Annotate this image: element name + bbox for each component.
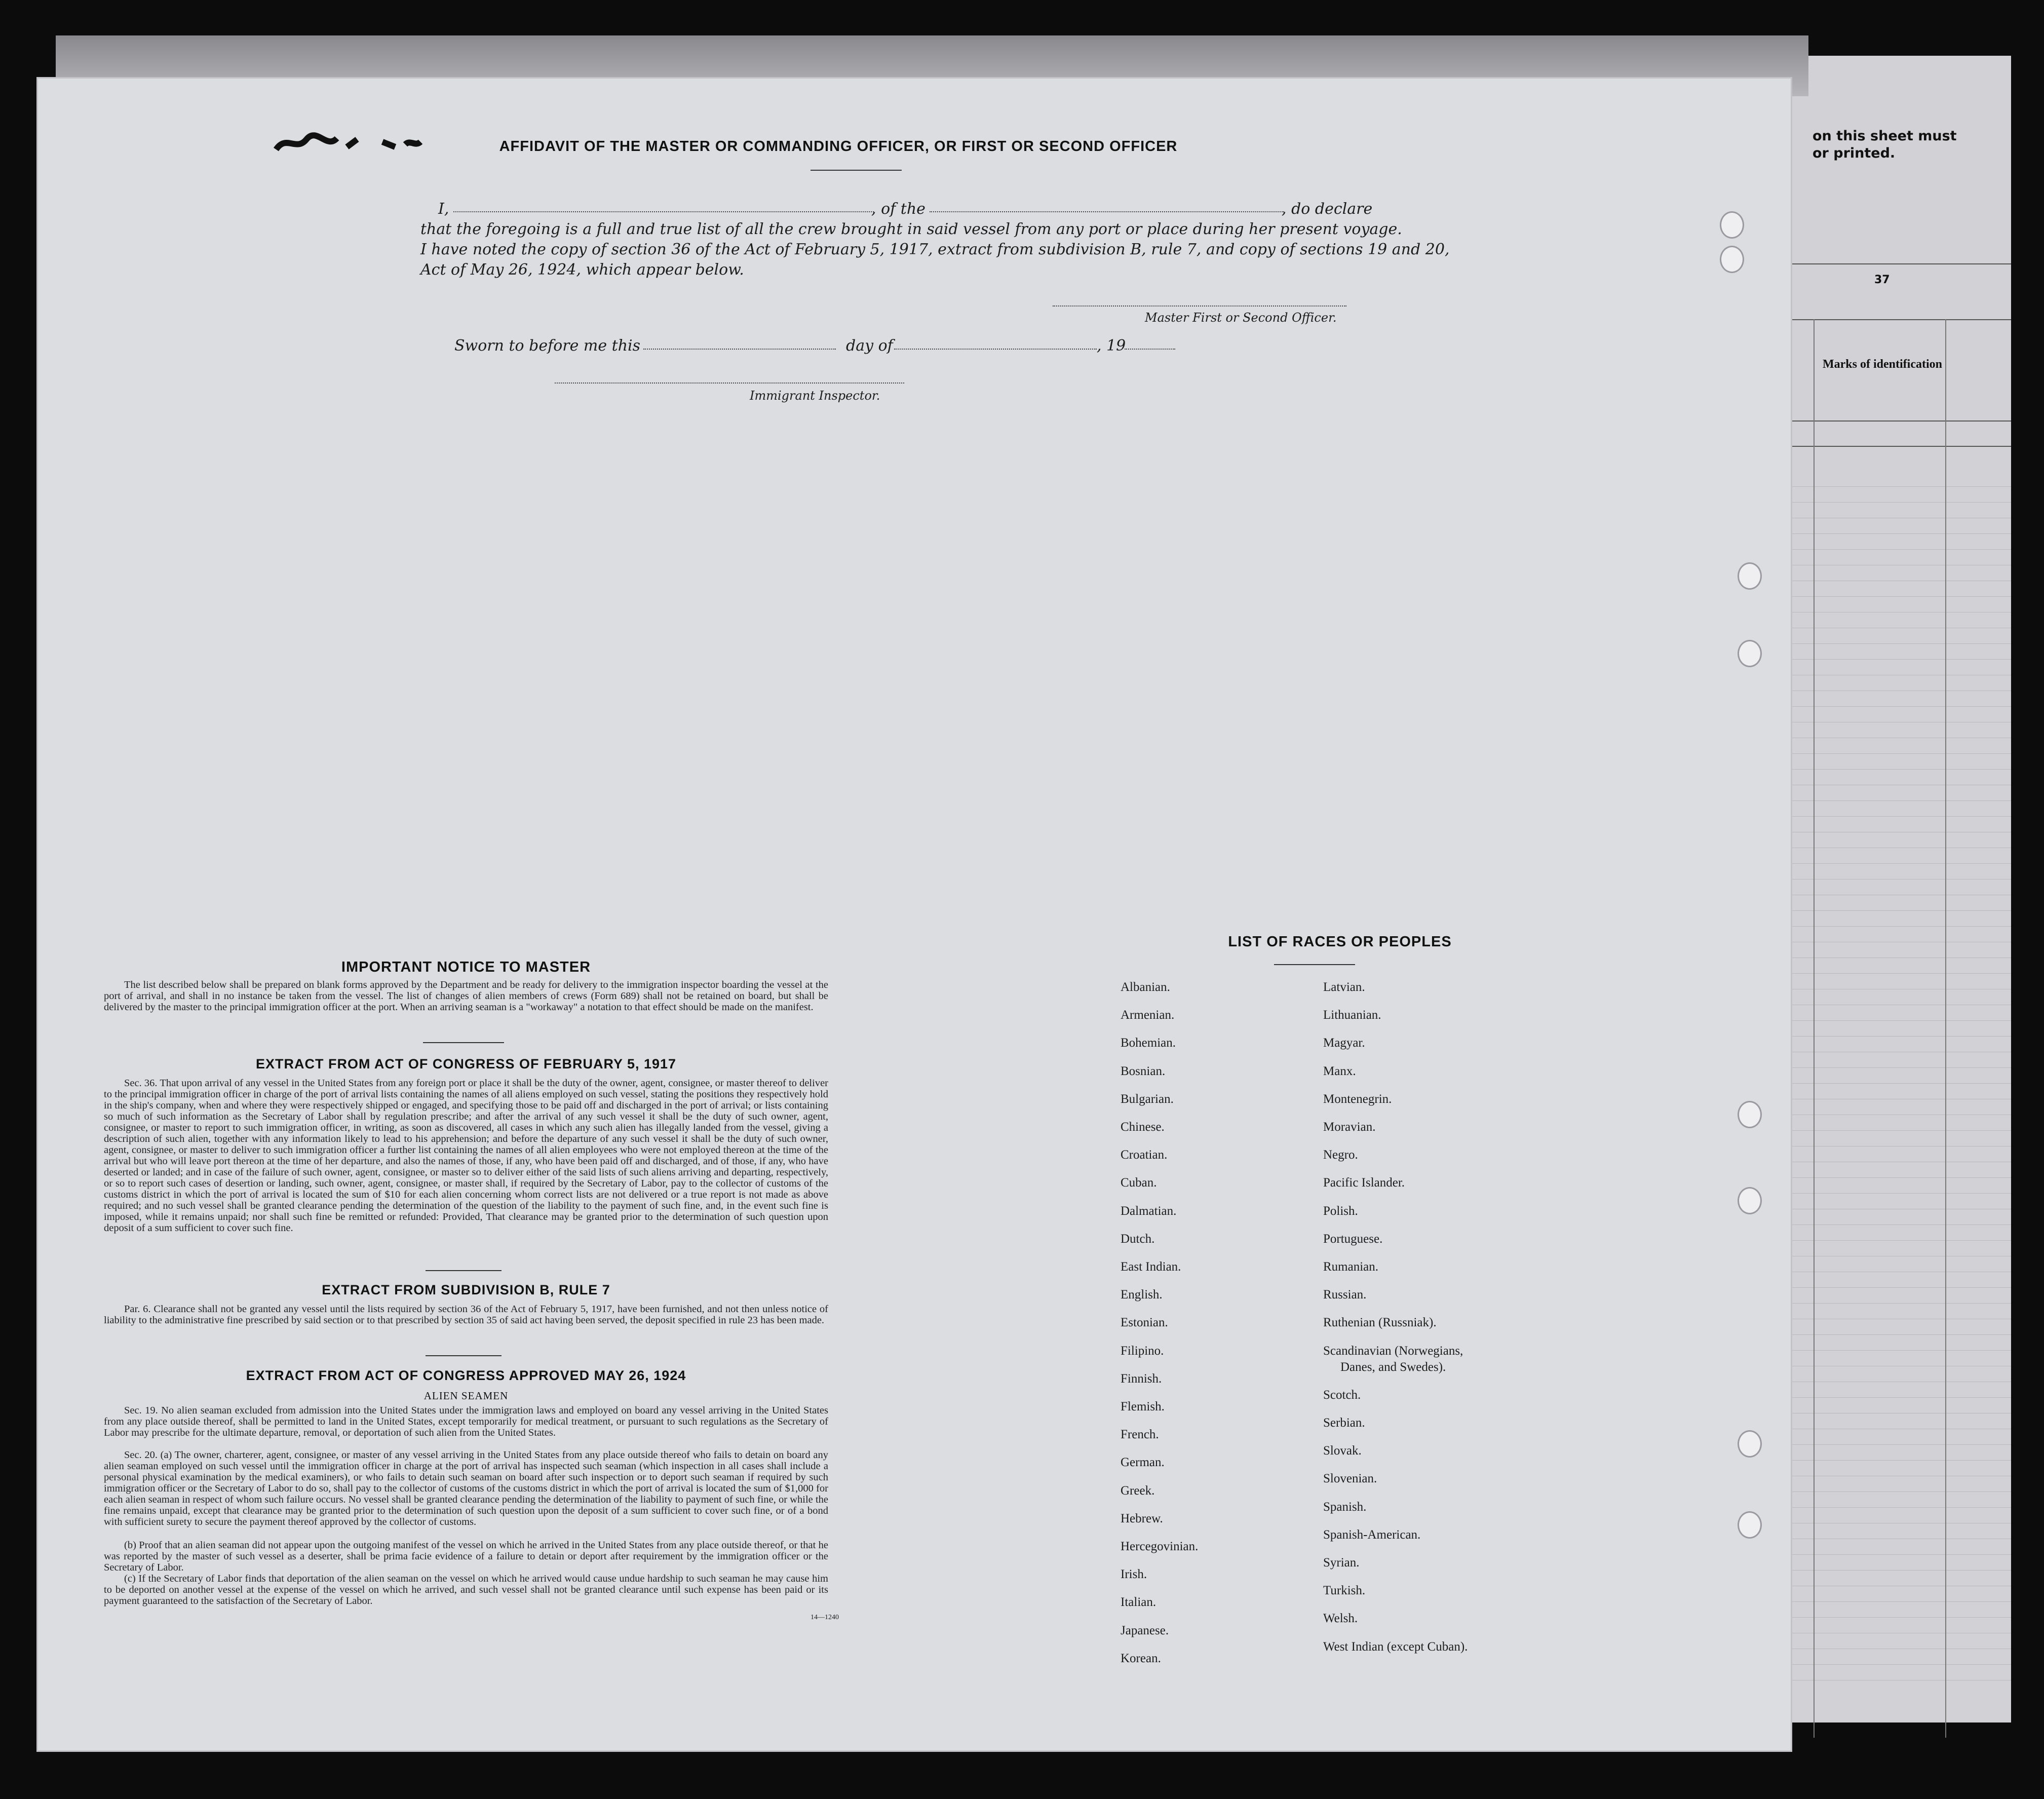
- extract-1924-sec19: Sec. 19. No alien seaman excluded from admission into the United States under the immigration laws and employed on board any vessel arriving in the United States from any place outside thereof, shall be permitted to land in the United States, except temporarily for medical treatment, or pursuant to such regulations as the Secretary of Labor may prescribe for the ultimate departure, removal, or deportation of such alien from the United States.: [104, 1405, 828, 1438]
- race-item: Portuguese.: [1323, 1232, 1383, 1246]
- race-item: Rumanian.: [1323, 1260, 1379, 1274]
- underlying-header-note: on this sheet must or printed.: [1812, 128, 1957, 161]
- inspector-label: Immigrant Inspector.: [750, 389, 880, 403]
- blank-line: [930, 211, 1284, 212]
- punch-hole: [1738, 1101, 1762, 1128]
- race-item: Welsh.: [1323, 1612, 1358, 1626]
- race-item: Italian.: [1121, 1595, 1156, 1610]
- race-item: Spanish.: [1323, 1500, 1367, 1514]
- affidavit-line3: I have noted the copy of section 36 of the Act of February 5, 1917, extract from subdivision B, rule 7, and copy of sections 19 and 20,: [420, 241, 1450, 258]
- extract-1924-sec20a: Sec. 20. (a) The owner, charterer, agent, consignee, or master of any vessel arriving in the United States from any place outside thereof who fails to detain on board any alien seaman employed on such vessel until the immigration officer in charge at the port of arrival has inspected such seaman (which inspection in all cases shall include a personal physical examination by the medical examiners), or who fails to detain such seaman on board after such inspection or to deport such seaman if required by such immigration officer or the Secretary of Labor to do so, shall pay to the collector of customs of the customs district in which the port of arrival is located the sum of $1,000 for each alien seaman in respect of whom such failure occurs. No vessel shall be granted clearance pending the determination of the liability to payment of such fine, or while the fine remains unpaid, except that clearance may be granted prior to the determination of such question upon the deposit of a sum sufficient to cover such fine, or of a bond with sufficient surety to secure the payment thereof approved by the collector of customs.: [104, 1449, 828, 1527]
- race-item: Danes, and Swedes).: [1340, 1360, 1446, 1374]
- column-rule: [1945, 319, 1946, 1738]
- race-item: Spanish-American.: [1323, 1527, 1421, 1542]
- race-item: Dutch.: [1121, 1232, 1155, 1246]
- race-item: Japanese.: [1121, 1623, 1169, 1637]
- affidavit-of-the: , of the: [871, 200, 925, 218]
- extract-1924-title: EXTRACT FROM ACT OF CONGRESS APPROVED MAY 26, 1924: [246, 1368, 686, 1383]
- race-item: Flemish.: [1121, 1400, 1165, 1413]
- race-item: Korean.: [1121, 1651, 1161, 1665]
- blank-line: [643, 349, 836, 350]
- punch-hole: [1738, 562, 1762, 590]
- race-item: French.: [1121, 1428, 1159, 1442]
- race-item: Pacific Islander.: [1323, 1176, 1405, 1190]
- signature-line: [1053, 305, 1346, 307]
- races-title: LIST OF RACES OR PEOPLES: [1228, 934, 1452, 950]
- blank-line: [1125, 349, 1175, 350]
- race-item: German.: [1121, 1456, 1165, 1470]
- race-item: Cuban.: [1121, 1176, 1157, 1190]
- affidavit-declare: , do declare: [1282, 200, 1373, 218]
- sworn-year: , 19: [1097, 337, 1126, 355]
- extract-rule7-text: Par. 6. Clearance shall not be granted any vessel until the lists required by section 36 of the Act of February 5, 1917, have been furnished, and not then unless notice of liability to the administrative fine prescribed by said section or to that prescribed by section 35 of said act having been served, the deposit specified in rule 23 has been made.: [104, 1304, 828, 1326]
- punch-hole: [1720, 211, 1744, 239]
- race-item: Polish.: [1323, 1204, 1358, 1218]
- inspector-signature-line: [555, 382, 904, 384]
- extract-1917-text: Sec. 36. That upon arrival of any vessel in the United States from any foreign port or place it shall be the duty of the owner, agent, consignee, or master thereof to deliver to the principal immigration officer in charge of the port of arrival lists containing the names of all aliens employed on such vessel, stating the positions they respectively hold in the ship's company, when and where they were respectively shipped or engaged, and specifying those to be paid off and discharged in the port of arrival; or lists containing so much of such information as the Secretary of Labor shall by regulation prescribe; and after the arrival of any such vessel it shall be the duty of such owner, agent, consignee, or master to report to such immigration officer, in writing, as soon as discovered, all cases in which any such alien has illegally landed from the vessel, giving a description of such alien, together with any information likely to lead to his apprehension; and before the departure of any such vessel it shall be the duty of such owner, agent, consignee, or master to deliver to such immigration officer a further list containing the names of all alien employees who were not employed thereon at the time of the arrival but who will leave port thereon at the time of her departure, and also the names of those, if any, who have been paid off and discharged, and of those, if any, who have deserted or landed; and in case of the failure of such owner, agent, consignee, or master so to deliver either of the said lists of such aliens arriving and departing, respectively, or so to report such cases of desertion or landing, such owner, agent, consignee, or master shall, if required by the Secretary of Labor, pay to the collector of customs of the customs district in which the port of arrival is located the sum of $10 for each alien concerning whom correct lists are not delivered or a true report is not made as above required; and no such vessel shall be granted clearance pending the determination of the question of the liability to the payment of such fine, and, in the event such fine is imposed, while it remains unpaid; nor shall such fine be remitted or refunded: Provided, That clearance may be granted prior to the determination of such question upon deposit of a sum sufficient to cover such fine.: [104, 1078, 828, 1234]
- document-page: [38, 79, 1791, 1750]
- extract-rule7-title: EXTRACT FROM SUBDIVISION B, RULE 7: [322, 1282, 610, 1297]
- race-item: Latvian.: [1323, 980, 1365, 994]
- race-item: Bosnian.: [1121, 1064, 1166, 1078]
- divider: [811, 170, 902, 171]
- race-item: Lithuanian.: [1323, 1008, 1381, 1022]
- affidavit-line4: Act of May 26, 1924, which appear below.: [420, 261, 744, 279]
- race-item: Slovak.: [1323, 1444, 1362, 1458]
- punch-hole: [1738, 640, 1762, 667]
- race-item: Dalmatian.: [1121, 1204, 1177, 1218]
- race-item: Bohemian.: [1121, 1036, 1176, 1050]
- race-item: Armenian.: [1121, 1008, 1175, 1022]
- race-item: Chinese.: [1121, 1120, 1165, 1134]
- notice-title: IMPORTANT NOTICE TO MASTER: [341, 959, 591, 975]
- extract-1924-sec20b: (b) Proof that an alien seaman did not appear upon the outgoing manifest of the vessel on which he arrived in the United States from any place outside thereof, or that he was reported by the master of such vessel as a deserter, shall be prima facie evidence of a failure to detain or deport after requirement by the immigration officer or the Secretary of Labor.: [104, 1540, 828, 1573]
- column-rule: [1814, 319, 1815, 1738]
- blank-line: [894, 349, 1097, 350]
- race-item: Estonian.: [1121, 1316, 1168, 1330]
- divider: [426, 1355, 502, 1356]
- punch-hole: [1738, 1511, 1762, 1539]
- race-item: Croatian.: [1121, 1148, 1168, 1162]
- race-item: Russian.: [1323, 1288, 1367, 1302]
- race-item: Irish.: [1121, 1567, 1147, 1582]
- race-item: Magyar.: [1323, 1036, 1365, 1050]
- race-item: Slovenian.: [1323, 1472, 1377, 1486]
- affidavit-i: I,: [438, 200, 449, 218]
- race-item: Turkish.: [1323, 1584, 1366, 1598]
- race-item: Finnish.: [1121, 1371, 1162, 1386]
- sworn-day-of: day of: [846, 337, 893, 355]
- sworn-prefix: Sworn to before me this: [454, 337, 641, 355]
- divider: [1274, 964, 1355, 965]
- race-item: English.: [1121, 1288, 1163, 1302]
- race-item: Negro.: [1323, 1148, 1358, 1162]
- race-item: Bulgarian.: [1121, 1092, 1174, 1106]
- blank-line: [453, 211, 874, 212]
- notice-text: The list described below shall be prepared on blank forms approved by the Department and be ready for delivery to the immigration inspector boarding the vessel at the port of arrival, and shall in no instance be taken from the vessel. The list of changes of alien members of crews (Form 689) shall not be retained on board, but shall be delivered by the master to the principal immigration officer at the port. When an arriving seaman is a "workaway" a notation to that effect should be made on the manifest.: [104, 979, 828, 1013]
- underlying-column-label: Marks of identification: [1823, 358, 1942, 371]
- race-item: Scandinavian (Norwegians,: [1323, 1344, 1463, 1358]
- race-item: Manx.: [1323, 1064, 1356, 1078]
- form-code: 14—1240: [811, 1614, 839, 1621]
- underlying-column-number: 37: [1874, 274, 1890, 286]
- race-item: East Indian.: [1121, 1260, 1181, 1274]
- punch-hole: [1738, 1430, 1762, 1458]
- race-item: Hebrew.: [1121, 1511, 1163, 1525]
- race-item: Ruthenian (Russniak).: [1323, 1316, 1437, 1330]
- punch-hole: [1738, 1187, 1762, 1214]
- race-item: Hercegovinian.: [1121, 1540, 1199, 1553]
- affidavit-line2: that the foregoing is a full and true list of all the crew brought in said vessel from any port or place during her present voyage.: [420, 220, 1402, 238]
- master-signature-label: Master First or Second Officer.: [1145, 311, 1337, 325]
- extract-1917-title: EXTRACT FROM ACT OF CONGRESS OF FEBRUARY 5, 1917: [255, 1056, 677, 1071]
- race-item: Syrian.: [1323, 1556, 1360, 1570]
- race-item: Serbian.: [1323, 1416, 1365, 1430]
- race-item: Albanian.: [1121, 980, 1170, 994]
- divider: [426, 1270, 502, 1271]
- punch-hole: [1720, 246, 1744, 273]
- race-item: Moravian.: [1323, 1120, 1376, 1134]
- divider: [423, 1042, 504, 1043]
- extract-1924-subtitle: ALIEN SEAMEN: [423, 1390, 509, 1402]
- race-item: Scotch.: [1323, 1388, 1361, 1402]
- race-item: Filipino.: [1121, 1344, 1164, 1358]
- race-item: Montenegrin.: [1323, 1092, 1392, 1106]
- race-item: West Indian (except Cuban).: [1323, 1639, 1468, 1654]
- affidavit-title: AFFIDAVIT OF THE MASTER OR COMMANDING OFFICER, OR FIRST OR SECOND OFFICER: [499, 138, 1178, 155]
- race-item: Greek.: [1121, 1483, 1155, 1498]
- extract-1924-sec20c: (c) If the Secretary of Labor finds that deportation of the alien seaman on the vessel on which he arrived would cause undue hardship to such seaman he may cause him to be deported on another vessel at the expense of the vessel on which he arrived, and such vessel shall not be granted clearance until such expense has been paid or its payment guaranteed to the satisfaction of the Secretary of Labor.: [104, 1573, 828, 1606]
